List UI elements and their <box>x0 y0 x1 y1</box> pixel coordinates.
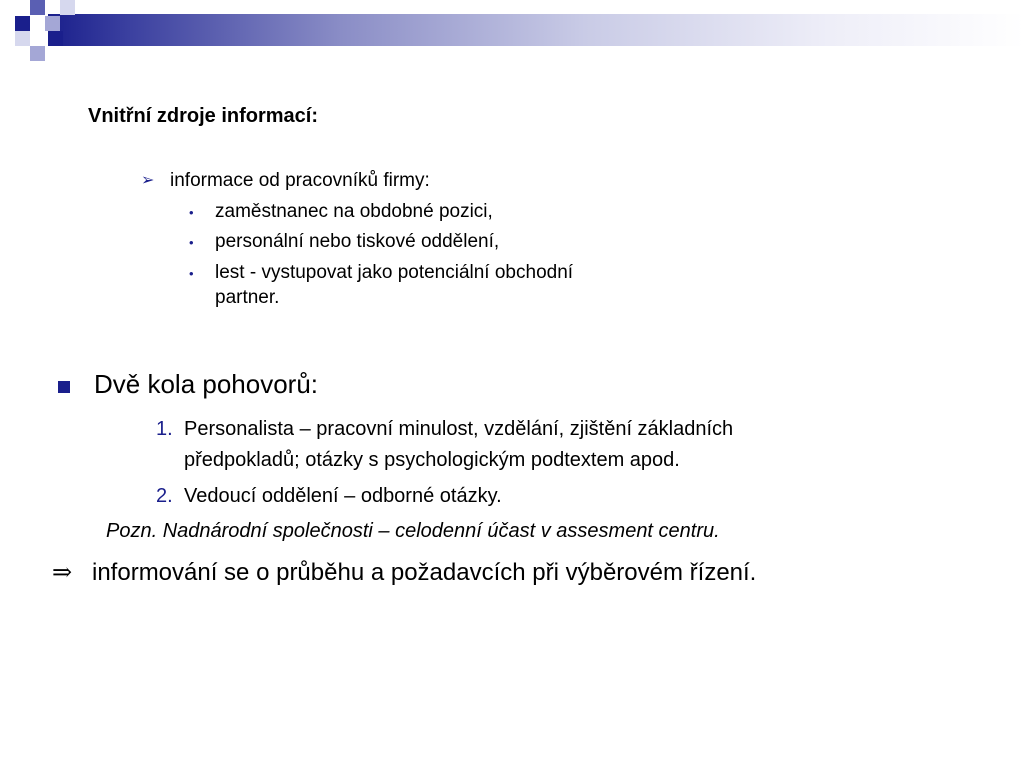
conclusion-text: informování se o průběhu a požadavcích při výběrovém řízení. <box>92 559 757 586</box>
decor-square <box>15 31 30 46</box>
section-heading: Vnitřní zdroje informací: <box>88 105 319 127</box>
square-icon <box>58 381 70 393</box>
arrow-right-icon: ➢ <box>141 172 155 189</box>
list-number: 2. <box>156 485 173 507</box>
numbered-item-line2: předpokladů; otázky s psychologickým podtextem apod. <box>184 449 680 471</box>
list-item-line1: lest - vystupovat jako potenciální obchodní <box>215 262 574 283</box>
list-item-line2: partner. <box>215 287 280 308</box>
bullet-dot-icon: • <box>189 235 194 250</box>
numbered-item-line1: Personalista – pracovní minulost, vzdělání, zjištění základních <box>184 418 734 440</box>
decor-square <box>48 31 63 46</box>
header-gradient-band <box>48 14 1024 46</box>
implies-arrow-icon: ⇒ <box>52 558 73 586</box>
note-text: Pozn. Nadnárodní společnosti – celodenní účast v assesment centru. <box>106 520 720 542</box>
list-item: zaměstnanec na obdobné pozici, <box>215 201 493 222</box>
list-number: 1. <box>156 418 173 440</box>
numbered-item-line1: Vedoucí oddělení – odborné otázky. <box>184 485 502 507</box>
bullet-dot-icon: • <box>189 266 194 281</box>
section1-title: informace od pracovníků firmy: <box>170 170 430 191</box>
bullet-dot-icon: • <box>189 205 194 220</box>
list-item: personální nebo tiskové oddělení, <box>215 231 500 252</box>
section2-title: Dvě kola pohovorů: <box>94 369 319 399</box>
decor-square <box>15 16 30 31</box>
decor-square <box>30 0 45 15</box>
decor-square <box>30 46 45 61</box>
decor-square <box>60 0 75 15</box>
decor-square <box>45 16 60 31</box>
